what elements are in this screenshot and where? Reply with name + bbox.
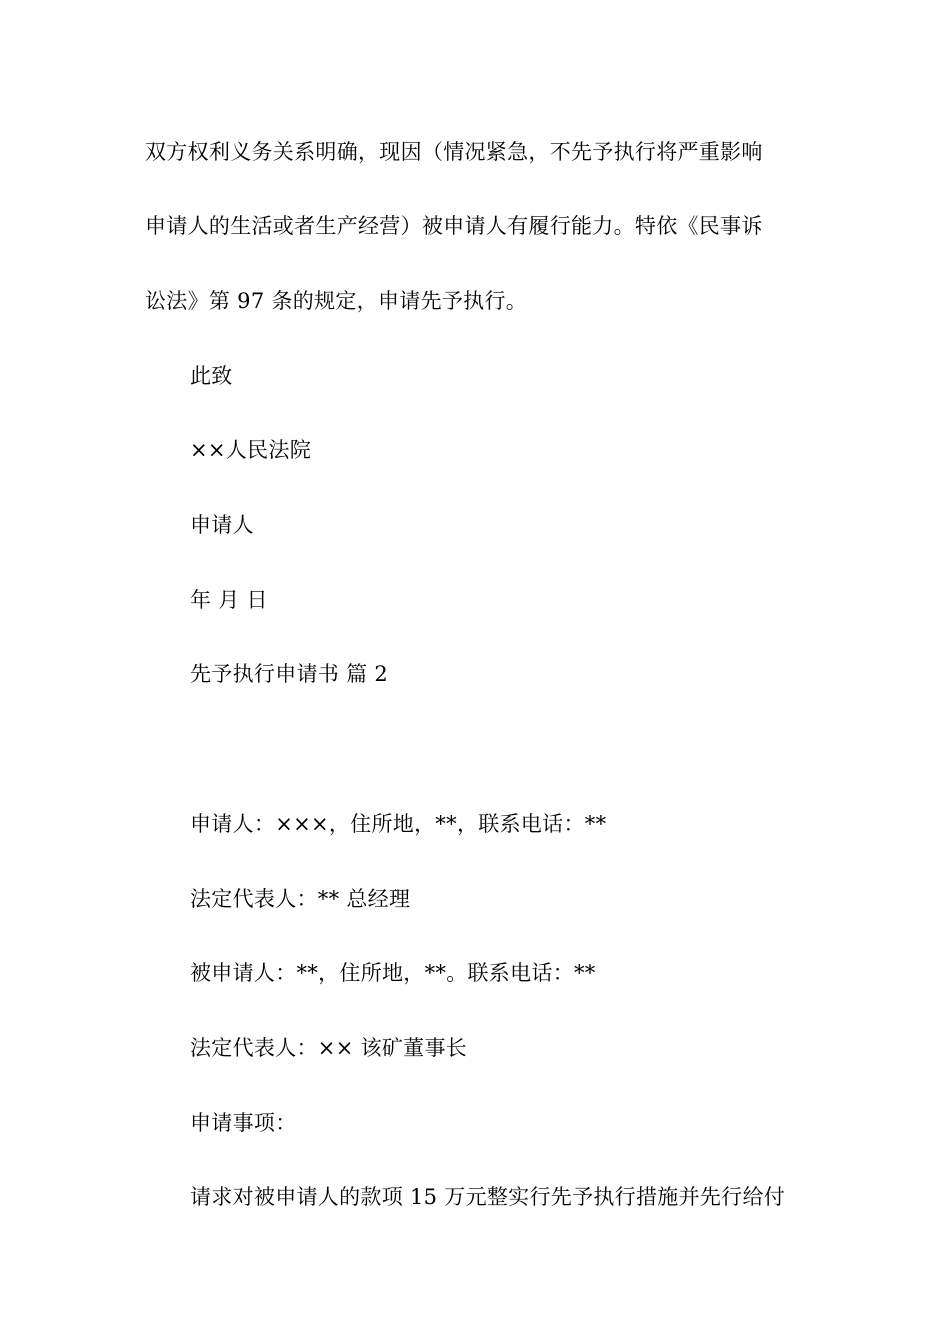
applicant-signature: 申请人 <box>190 513 254 537</box>
request-line-1: 请求对被申请人的款项 15 万元整实行先予执行措施并先行给付 <box>190 1185 786 1209</box>
paragraph-line-1: 双方权利义务关系明确，现因（情况紧急，不先予执行将严重影响 <box>145 140 763 164</box>
closing-salutation: 此致 <box>190 364 233 388</box>
paragraph-line-3: 讼法》第 97 条的规定，申请先予执行。 <box>145 289 528 313</box>
respondent-info: 被申请人：**，住所地，**。联系电话：** <box>190 961 596 985</box>
court-name: ××人民法院 <box>190 438 311 462</box>
section-heading: 先予执行申请书 篇 2 <box>190 662 389 686</box>
legal-representative: 法定代表人：** 总经理 <box>190 887 411 911</box>
respondent-representative: 法定代表人：×× 该矿董事长 <box>190 1036 468 1060</box>
paragraph-line-2: 申请人的生活或者生产经营）被申请人有履行能力。特依《民事诉 <box>145 214 763 238</box>
matters-label: 申请事项： <box>190 1111 297 1135</box>
applicant-info: 申请人：×××，住所地，**，联系电话：** <box>190 812 607 836</box>
date-line: 年 月 日 <box>190 588 268 612</box>
